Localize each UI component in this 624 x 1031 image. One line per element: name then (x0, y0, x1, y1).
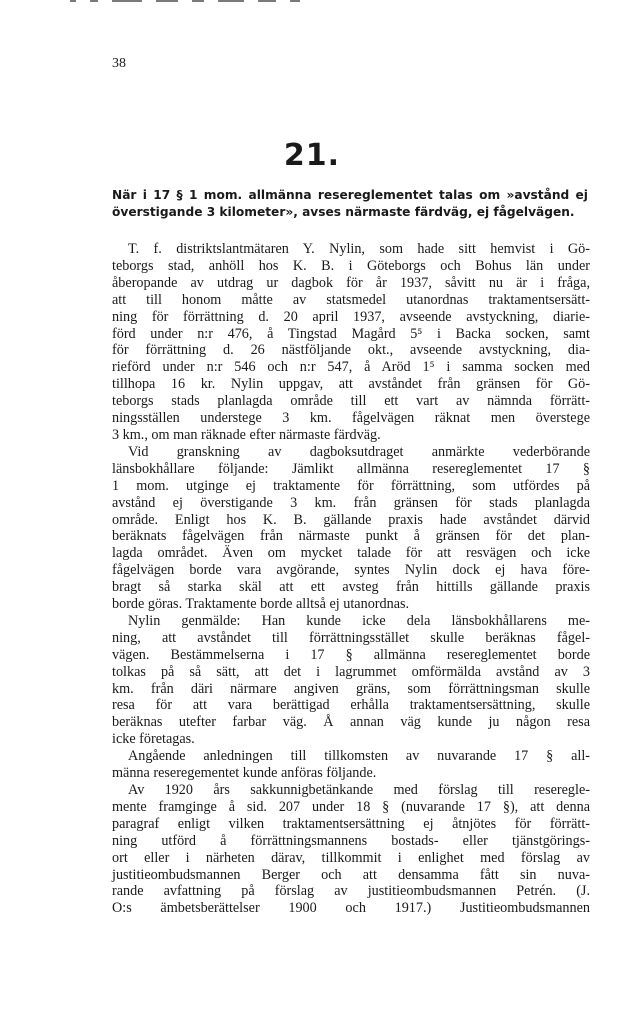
body-line: att till honom måtte av statsmedel utanordnas traktamentsersätt- (112, 291, 590, 308)
body-line: Vid granskning av dagboksutdraget anmärkte vederbörande (128, 443, 590, 460)
body-line: resa för att vara berättigad erhålla traktamentsersättning, skulle (112, 697, 590, 714)
body-line: 1 mom. utginge ej traktamente för förrättning, som utfördes på (112, 477, 590, 494)
body-line: länsbokhållare följande: Jämlikt allmänna resereglementet 17 § (112, 460, 590, 477)
body-line: tillhopa 16 kr. Nylin uppgav, att avståndet från gränsen för Gö- (112, 376, 590, 393)
section-heading (112, 187, 588, 221)
body-line: justitieombudsmannen Berger och att densamma fått sin nuva- (112, 866, 590, 883)
body-line: område. Enligt hos K. B. gällande praxis hade avståndet därvid (112, 511, 590, 528)
body-line: ning utförd å förrättningsmannens bostads- eller tjänstgörings- (112, 832, 590, 849)
body-text (112, 241, 590, 917)
body-line: beräknats fågelvägen från närmaste punkt å gränsen för det plan- (112, 528, 590, 545)
body-line: avstånd ej överstigande 3 km. från gränsen för stads planlagda (112, 494, 590, 511)
heading-line: överstigande 3 kilometer», avses närmaste färdväg, ej fågelvägen. (112, 205, 575, 219)
page-number: 38 (112, 56, 126, 71)
body-line: km. från däri närmare angiven gräns, som förrättningsman skulle (112, 680, 590, 697)
body-line: ort eller i närheten därav, tillkommit i enlighet med förslag av (112, 849, 590, 866)
body-line: beräknas utefter farbar väg. Å annan väg kunde ju någon resa (112, 714, 590, 731)
body-line: mente framginge å sid. 207 under 18 § (nuvarande 17 §), att denna (112, 798, 590, 815)
body-line: Angående anledningen till tillkomsten av nuvarande 17 § all- (128, 748, 590, 765)
body-line: förd under n:r 476, å Tingstad Magård 5⁵ i Backa socken, samt (112, 325, 590, 342)
body-line: Nylin genmälde: Han kunde icke dela länsbokhållarens me- (128, 612, 590, 629)
body-line: teborgs stads planlagda område till ett vart av nämnda förrätt- (112, 393, 590, 410)
body-line: T. f. distriktslantmätaren Y. Nylin, som hade sitt hemvist i Gö- (128, 241, 590, 257)
body-line: rande avfattning på förslag av justitieombudsmannen Petrén. (J. (112, 883, 590, 900)
body-line: borde göras. Traktamente borde alltså ej utanordnas. (112, 596, 410, 613)
body-line: icke företagas. (112, 731, 195, 748)
body-line: för förrättning d. 26 nästföljande okt., avseende avstyckning, dia- (112, 342, 590, 359)
body-line: åberopande av utdrag ur dagbok för år 1937, såvitt nu är i fråga, (112, 274, 590, 291)
scan-edge-artifact (70, 0, 340, 8)
body-line: O:s ämbetsberättelser 1900 och 1917.) Justitieombudsmannen (112, 900, 590, 917)
body-line: fågelvägen borde vara avgörande, syntes Nylin dock ej hava före- (112, 562, 590, 579)
body-line: paragraf enligt vilken traktamentsersättning ej åtnjötes för förrätt- (112, 815, 590, 832)
body-line: männa reseregementet kunde anföras följande. (112, 765, 377, 782)
body-line: ning för förrättning d. 20 april 1937, avseende avstyckning, diarie- (112, 308, 590, 325)
heading-line: När i 17 § 1 mom. allmänna resereglementet talas om »avstånd ej (112, 188, 588, 202)
body-line: lagda området. Även om mycket talade för att resvägen och icke (112, 545, 590, 562)
body-line: rieförd under n:r 546 och n:r 547, å Aröd 1⁵ i samma socken med (112, 359, 590, 376)
body-line: 3 km., om man räknade efter närmaste färdväg. (112, 426, 381, 443)
body-line: vägen. Bestämmelserna i 17 § allmänna resereglementet borde (112, 646, 590, 663)
body-line: ning, att avståndet till förrättningsstället skulle beräknas fågel- (112, 629, 590, 646)
body-line: teborgs stad, anhöll hos K. B. i Göteborgs och Bohus län under (112, 257, 590, 274)
section-number: 21. (283, 138, 341, 173)
body-line: Av 1920 års sakkunnigbetänkande med förslag till reseregle- (128, 782, 590, 798)
body-line: tolkas på så sätt, att det i lagrummet omförmälda avstånd av 3 (112, 663, 590, 680)
body-line: bragt så starka skäl att ett avsteg från hittills gällande praxis (112, 579, 590, 596)
body-line: ningsställen understege 3 km. fågelvägen räknat men överstege (112, 410, 590, 427)
